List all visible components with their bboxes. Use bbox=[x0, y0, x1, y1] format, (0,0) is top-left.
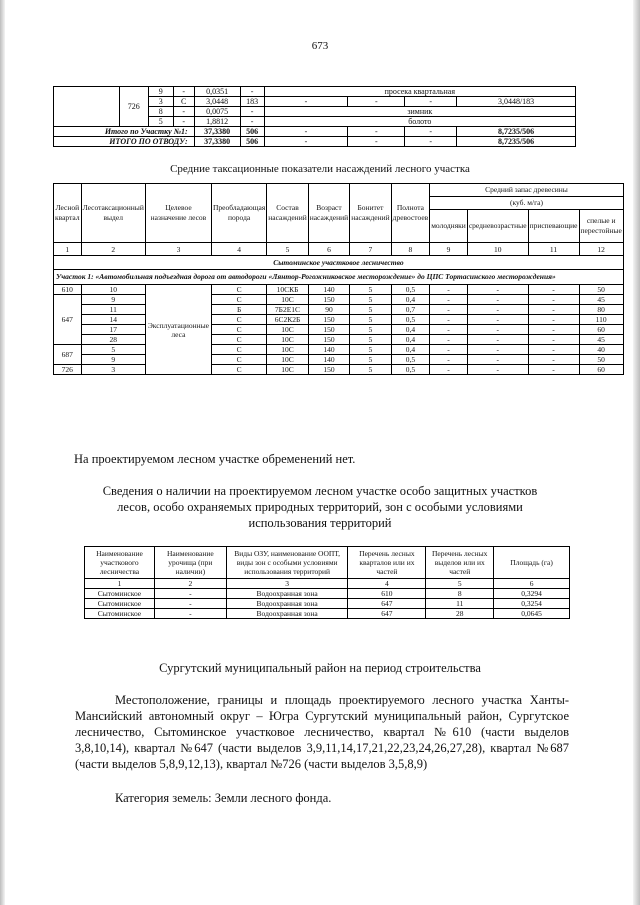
table-row: Сытоминское - Водоохранная зона 610 8 0,3294 bbox=[85, 589, 570, 599]
note-cell: просека квартальная bbox=[264, 87, 575, 97]
purpose-cell: Эксплуатационные леса bbox=[145, 285, 211, 375]
protected-areas-title: Сведения о наличии на проектируемом лесном участке особо защитных участков лесов, особо охраняемых природных территорий, зон с особыми условиями использования территорий bbox=[102, 484, 538, 530]
table-row: 726 3 С 10С 150 5 0,5 - - - 60 bbox=[54, 365, 624, 375]
taxation-table bbox=[53, 183, 624, 375]
table-row: 8 - 0,0075 - зимник bbox=[54, 107, 576, 117]
location-paragraph: Местоположение, границы и площадь проектируемого лесного участка Ханты-Мансийский автономный округ – Югра Сургутский муниципальный район, Сургутское лесничество, Сытоминское участковое лесничество, квартал №610 (части выделов 3,8,10,14), квартал №647 (части выделов 3,9,11,14,17,21,22,23,24,26,27,28), квартал №687 (части выделов 5,8,9,12,13), квартал №726 (части выделов 3,5,8,9) bbox=[75, 693, 569, 771]
table-row: 726 9 - 0,0351 - просека квартальная bbox=[54, 87, 576, 97]
header-row: Наименование участкового лесничества Наименование урочища (при наличии) Виды ОЗУ, наименование ООПТ, виды зон с особыми условиями использования территорий Перечень лесных кварталов или их частей Перечень лесных выделов или их частей Площадь (га) bbox=[85, 547, 570, 579]
average-indicators-title: Средние таксационные показатели насаждений лесного участка bbox=[170, 163, 470, 175]
table-row: 5 - 1,8812 - болото bbox=[54, 117, 576, 127]
table-row: 3 С 3,0448 183 - - - 3,0448/183 bbox=[54, 97, 576, 107]
table-row: Сытоминское - Водоохранная зона 647 11 0,3254 bbox=[85, 599, 570, 609]
scan-edge-left bbox=[0, 0, 5, 905]
empty-cell bbox=[54, 87, 120, 127]
land-category-text: Категория земель: Земли лесного фонда. bbox=[115, 791, 332, 805]
table-row: 28 С 10С 150 5 0,4 - - - 45 bbox=[54, 335, 624, 345]
column-numbers-row: 1 2 3 4 5 6 bbox=[85, 579, 570, 589]
table-row: 687 5 С 10С 140 5 0,4 - - - 40 bbox=[54, 345, 624, 355]
quarter-cell: 726 bbox=[119, 87, 148, 127]
header-row: молодняки средневозрастные приспевающие спелые и перестойные bbox=[54, 210, 624, 243]
table-row: 610 10 Эксплуатационные леса С 10СКБ 140 5 0,5 - - - 50 bbox=[54, 285, 624, 295]
total-row: Итого по Участку №1: 37,3380 506 - - - 8,7235/506 bbox=[54, 127, 576, 137]
scan-edge-right bbox=[633, 0, 640, 905]
note-cell: болото bbox=[264, 117, 575, 127]
page-number: 673 bbox=[311, 40, 329, 52]
column-numbers-row: 1 2 3 4 5 6 7 8 9 10 11 12 bbox=[54, 243, 624, 256]
table-row: 14 С 6С2К2Б 150 5 0,5 - - - 110 bbox=[54, 315, 624, 325]
location-row: Участок 1: «Автомобильная подъездная дорога от автодороги «Лянтор-Рогожниковское месторождение» до ЦПС Тортасинского месторождения» bbox=[54, 270, 624, 285]
table-row: Сытоминское - Водоохранная зона 647 28 0,0645 bbox=[85, 609, 570, 619]
header-row: (куб. м/га) bbox=[54, 197, 624, 210]
no-encumbrances-text: На проектируемом лесном участке обременений нет. bbox=[74, 452, 356, 466]
district-title: Сургутский муниципальный район на период строительства bbox=[159, 661, 481, 675]
continuation-table bbox=[53, 86, 576, 147]
section-row: Сытоминское участковое лесничество bbox=[54, 256, 624, 270]
table-row: 647 9 С 10С 150 5 0,4 - - - 45 bbox=[54, 295, 624, 305]
note-cell: зимник bbox=[264, 107, 575, 117]
table-row: 11 Б 7Б2Е1С 90 5 0,7 - - - 80 bbox=[54, 305, 624, 315]
header-row: Лесной квартал Лесотаксационный выдел Целевое назначение лесов Преобладающая порода Состав насаждений Возраст насаждений Бонитет насаждений Полнота древостоев Средний запас древесины bbox=[54, 184, 624, 197]
protected-areas-table bbox=[84, 546, 570, 619]
table-row: 17 С 10С 150 5 0,4 - - - 60 bbox=[54, 325, 624, 335]
table-row: 9 С 10С 140 5 0,5 - - - 50 bbox=[54, 355, 624, 365]
grand-total-row: ИТОГО ПО ОТВОДУ: 37,3380 506 - - - 8,7235/506 bbox=[54, 137, 576, 147]
